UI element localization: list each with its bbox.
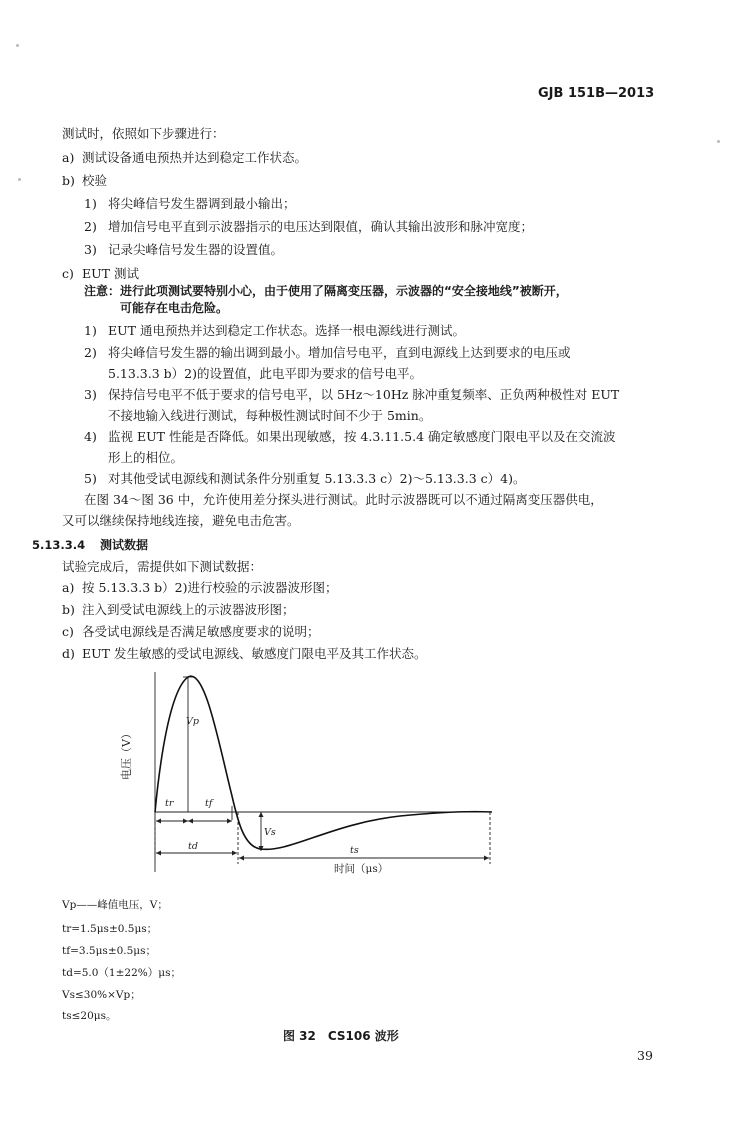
eut-step-num: 4): [84, 429, 97, 444]
list-item-b-title: 校验: [82, 173, 108, 188]
figure-legend-line: ts≤20μs。: [62, 1010, 117, 1022]
eut-step-line: 监视 EUT 性能是否降低。如果出现敏感，按 4.3.11.5.4 确定敏感度门限电平以及在交流波: [108, 429, 616, 444]
eut-step-line: 保持信号电平不低于要求的信号电平，以 5Hz～10Hz 脉冲重复频率、正负两种极性对 EUT: [108, 387, 620, 402]
warning-note-line2: 可能存在电击危险。: [120, 301, 229, 315]
calibration-step-text: 增加信号电平直到示波器指示的电压达到限值，确认其输出波形和脉冲宽度；: [108, 219, 534, 234]
calibration-step-num: 3): [84, 242, 97, 257]
eut-step-line: 对其他受试电源线和测试条件分别重复 5.13.3.3 c）2)～5.13.3.3 c）4)。: [108, 471, 526, 486]
eut-step-line: 不接地输入线进行测试，每种极性测试时间不少于 5min。: [108, 408, 432, 423]
figure-legend-line: td=5.0（1±22%）μs；: [62, 967, 181, 979]
eut-step-num: 1): [84, 323, 97, 338]
data-item-text: 各受试电源线是否满足敏感度要求的说明；: [82, 624, 320, 639]
calibration-step-num: 1): [84, 196, 97, 211]
label-td: td: [188, 841, 198, 852]
eut-step-num: 5): [84, 471, 97, 486]
label-ts: ts: [350, 845, 359, 856]
waveform-series-line: [155, 676, 492, 849]
figure-legend-line: tr=1.5μs±0.5μs；: [62, 923, 158, 935]
scan-speck: [18, 178, 21, 181]
data-item-marker: b): [62, 602, 75, 617]
label-vp: Vp: [186, 716, 199, 727]
label-vs: Vs: [264, 827, 276, 838]
data-item-text: 注入到受试电源线上的示波器波形图；: [82, 602, 295, 617]
figure-legend-line: Vs≤30%×Vp；: [62, 989, 141, 1001]
calibration-step-num: 2): [84, 219, 97, 234]
list-item-a-marker: a): [62, 150, 75, 165]
xlabel-text: 时间（μs）: [334, 863, 389, 875]
figure-caption: 图 32 CS106 波形: [283, 1029, 399, 1043]
intro-text: 测试时，依照如下步骤进行：: [62, 126, 225, 141]
list-item-c-title: EUT 测试: [82, 266, 139, 281]
eut-step-line: 形上的相位。: [108, 450, 184, 465]
list-item-c-marker: c): [62, 266, 74, 281]
eut-step-line: 5.13.3.3 b）2)的设置值，此电平即为要求的信号电平。: [108, 366, 422, 381]
figure-legend-line: tf=3.5μs±0.5μs；: [62, 945, 157, 957]
ylabel-text: 电压（V）: [120, 728, 133, 780]
eut-step-line: EUT 通电预热并达到稳定工作状态。选择一根电源线进行测试。: [108, 323, 465, 338]
differential-probe-para-line2: 又可以继续保持地线连接，避免电击危害。: [62, 513, 300, 528]
section-number: 5.13.3.4: [32, 538, 86, 552]
warning-note-line1: 注意：进行此项测试要特别小心，由于使用了隔离变压器，示波器的“安全接地线”被断开，: [84, 284, 568, 298]
calibration-step-text: 记录尖峰信号发生器的设置值。: [108, 242, 284, 257]
eut-step-num: 3): [84, 387, 97, 402]
eut-step-line: 将尖峰信号发生器的输出调到最小。增加信号电平，直到电源线上达到要求的电压或: [108, 345, 571, 360]
list-item-a-text: 测试设备通电预热并达到稳定工作状态。: [82, 150, 308, 165]
calibration-step-text: 将尖峰信号发生器调到最小输出；: [108, 196, 296, 211]
differential-probe-para-line1: 在图 34～图 36 中，允许使用差分探头进行测试。此时示波器既可以不通过隔离变压器供电，: [84, 492, 603, 507]
scan-speck: [16, 44, 19, 47]
scan-speck: [717, 140, 720, 143]
data-item-marker: d): [62, 646, 75, 661]
data-item-text: EUT 发生敏感的受试电源线、敏感度门限电平及其工作状态。: [82, 646, 427, 661]
section-intro: 试验完成后，需提供如下测试数据：: [62, 559, 263, 574]
eut-step-num: 2): [84, 345, 97, 360]
section-title: 测试数据: [100, 538, 149, 552]
list-item-b-marker: b): [62, 173, 75, 188]
standard-code: GJB 151B—2013: [538, 86, 655, 101]
label-tf: tf: [205, 798, 213, 809]
data-item-marker: c): [62, 624, 74, 639]
page-number: 39: [637, 1048, 653, 1063]
label-tr: tr: [165, 798, 174, 809]
figure-legend-line: Vp——峰值电压，V；: [62, 899, 168, 911]
data-item-marker: a): [62, 580, 75, 595]
data-item-text: 按 5.13.3.3 b）2)进行校验的示波器波形图；: [82, 580, 338, 595]
